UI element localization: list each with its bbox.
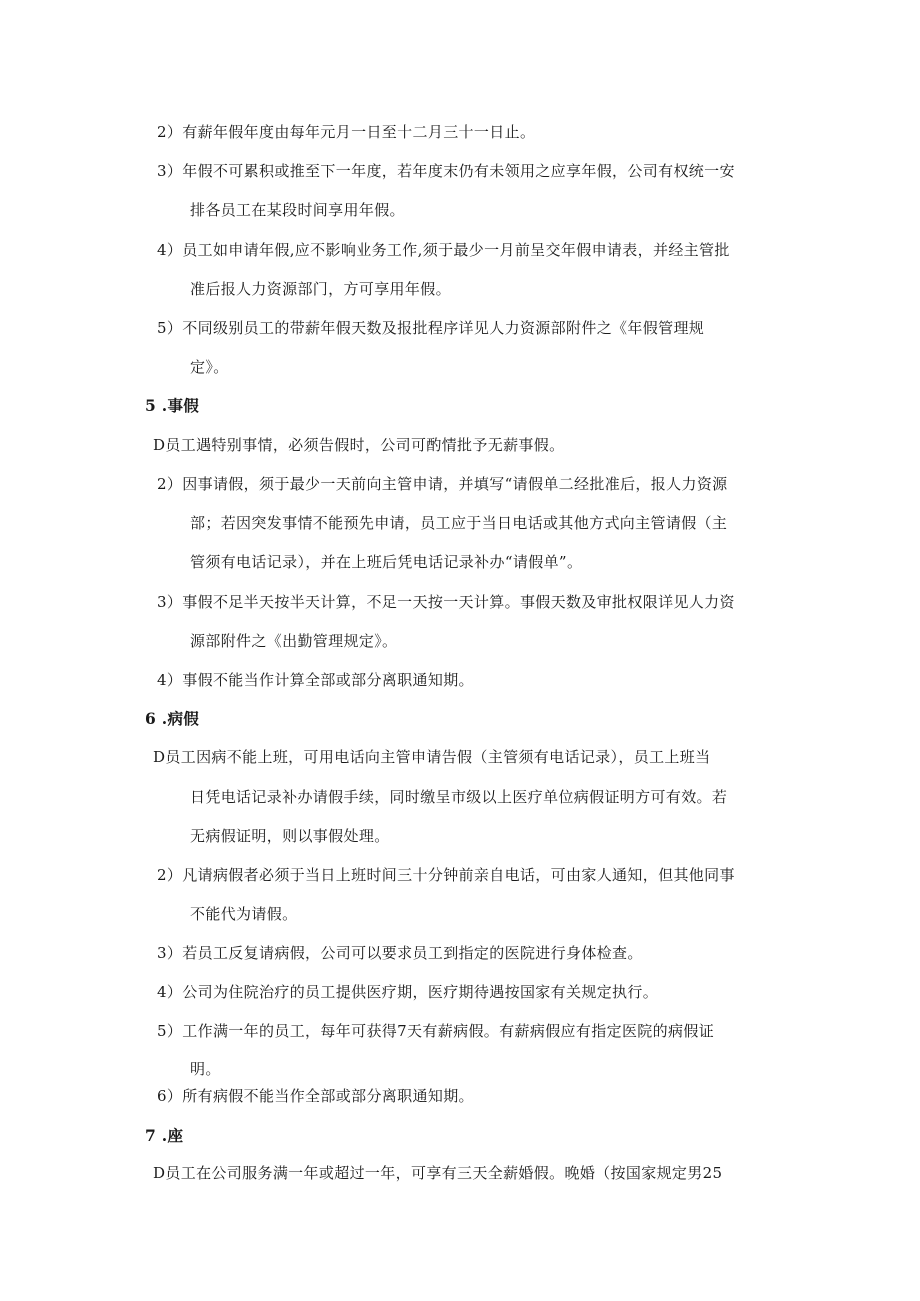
section-heading-sick-leave: 6 .病假 [145, 709, 200, 728]
annual-leave-item-3-line-1: 3）年假不可累积或推至下一年度，若年度末仍有未领用之应享年假，公司有权统一安 [157, 162, 735, 180]
sick-leave-item-3: 3）若员工反复请病假，公司可以要求员工到指定的医院进行身体检查。 [157, 944, 643, 962]
section-heading-marriage-leave: 7 .座 [145, 1126, 184, 1145]
sick-leave-item-5-line-1: 5）工作满一年的员工，每年可获得7天有薪病假。有薪病假应有指定医院的病假证 [157, 1022, 715, 1040]
personal-leave-item-1: D员工遇特别事情，必须告假时，公司可酌情批予无薪事假。 [153, 436, 565, 454]
personal-leave-item-3-line-1: 3）事假不足半天按半天计算，不足一天按一天计算。事假天数及审批权限详见人力资 [157, 593, 735, 611]
personal-leave-item-4: 4）事假不能当作计算全部或部分离职通知期。 [157, 671, 474, 689]
sick-leave-item-2-line-2: 不能代为请假。 [190, 905, 298, 923]
personal-leave-item-2-line-1: 2）因事请假，须于最少一天前向主管申请，并填写“请假单二经批准后，报人力资源 [157, 475, 728, 493]
annual-leave-item-2: 2）有薪年假年度由每年元月一日至十二月三十一日止。 [157, 123, 536, 141]
annual-leave-item-4-line-1: 4）员工如申请年假,应不影响业务工作,须于最少一月前呈交年假申请表，并经主管批 [157, 241, 730, 259]
marriage-leave-item-1-line-1: D员工在公司服务满一年或超过一年，可享有三天全薪婚假。晚婚（按国家规定男25 [153, 1164, 723, 1182]
annual-leave-item-3-line-2: 排各员工在某段时间享用年假。 [190, 201, 405, 219]
sick-leave-item-1-line-1: D员工因病不能上班，可用电话向主管申请告假（主管须有电话记录），员工上班当 [153, 748, 711, 766]
sick-leave-item-5-line-2: 明。 [190, 1060, 221, 1078]
sick-leave-item-6: 6）所有病假不能当作全部或部分离职通知期。 [157, 1087, 474, 1105]
section-heading-personal-leave: 5 .事假 [145, 396, 200, 415]
sick-leave-item-1-line-3: 无病假证明，则以事假处理。 [190, 827, 390, 845]
personal-leave-item-2-line-3: 管须有电话记录），并在上班后凭电话记录补办“请假单”。 [190, 553, 583, 571]
annual-leave-item-5-line-2: 定》。 [190, 358, 229, 376]
annual-leave-item-4-line-2: 准后报人力资源部门，方可享用年假。 [190, 280, 451, 298]
sick-leave-item-1-line-2: 日凭电话记录补办请假手续，同时缴呈市级以上医疗单位病假证明方可有效。若 [190, 788, 728, 806]
personal-leave-item-3-line-2: 源部附件之《出勤管理规定》。 [190, 632, 398, 650]
sick-leave-item-2-line-1: 2）凡请病假者必须于当日上班时间三十分钟前亲自电话，可由家人通知，但其他同事 [157, 866, 735, 884]
annual-leave-item-5-line-1: 5）不同级别员工的带薪年假天数及报批程序详见人力资源部附件之《年假管理规 [157, 319, 705, 337]
personal-leave-item-2-line-2: 部；若因突发事情不能预先申请，员工应于当日电话或其他方式向主管请假（主 [190, 514, 728, 532]
sick-leave-item-4: 4）公司为住院治疗的员工提供医疗期，医疗期待遇按国家有关规定执行。 [157, 983, 659, 1001]
